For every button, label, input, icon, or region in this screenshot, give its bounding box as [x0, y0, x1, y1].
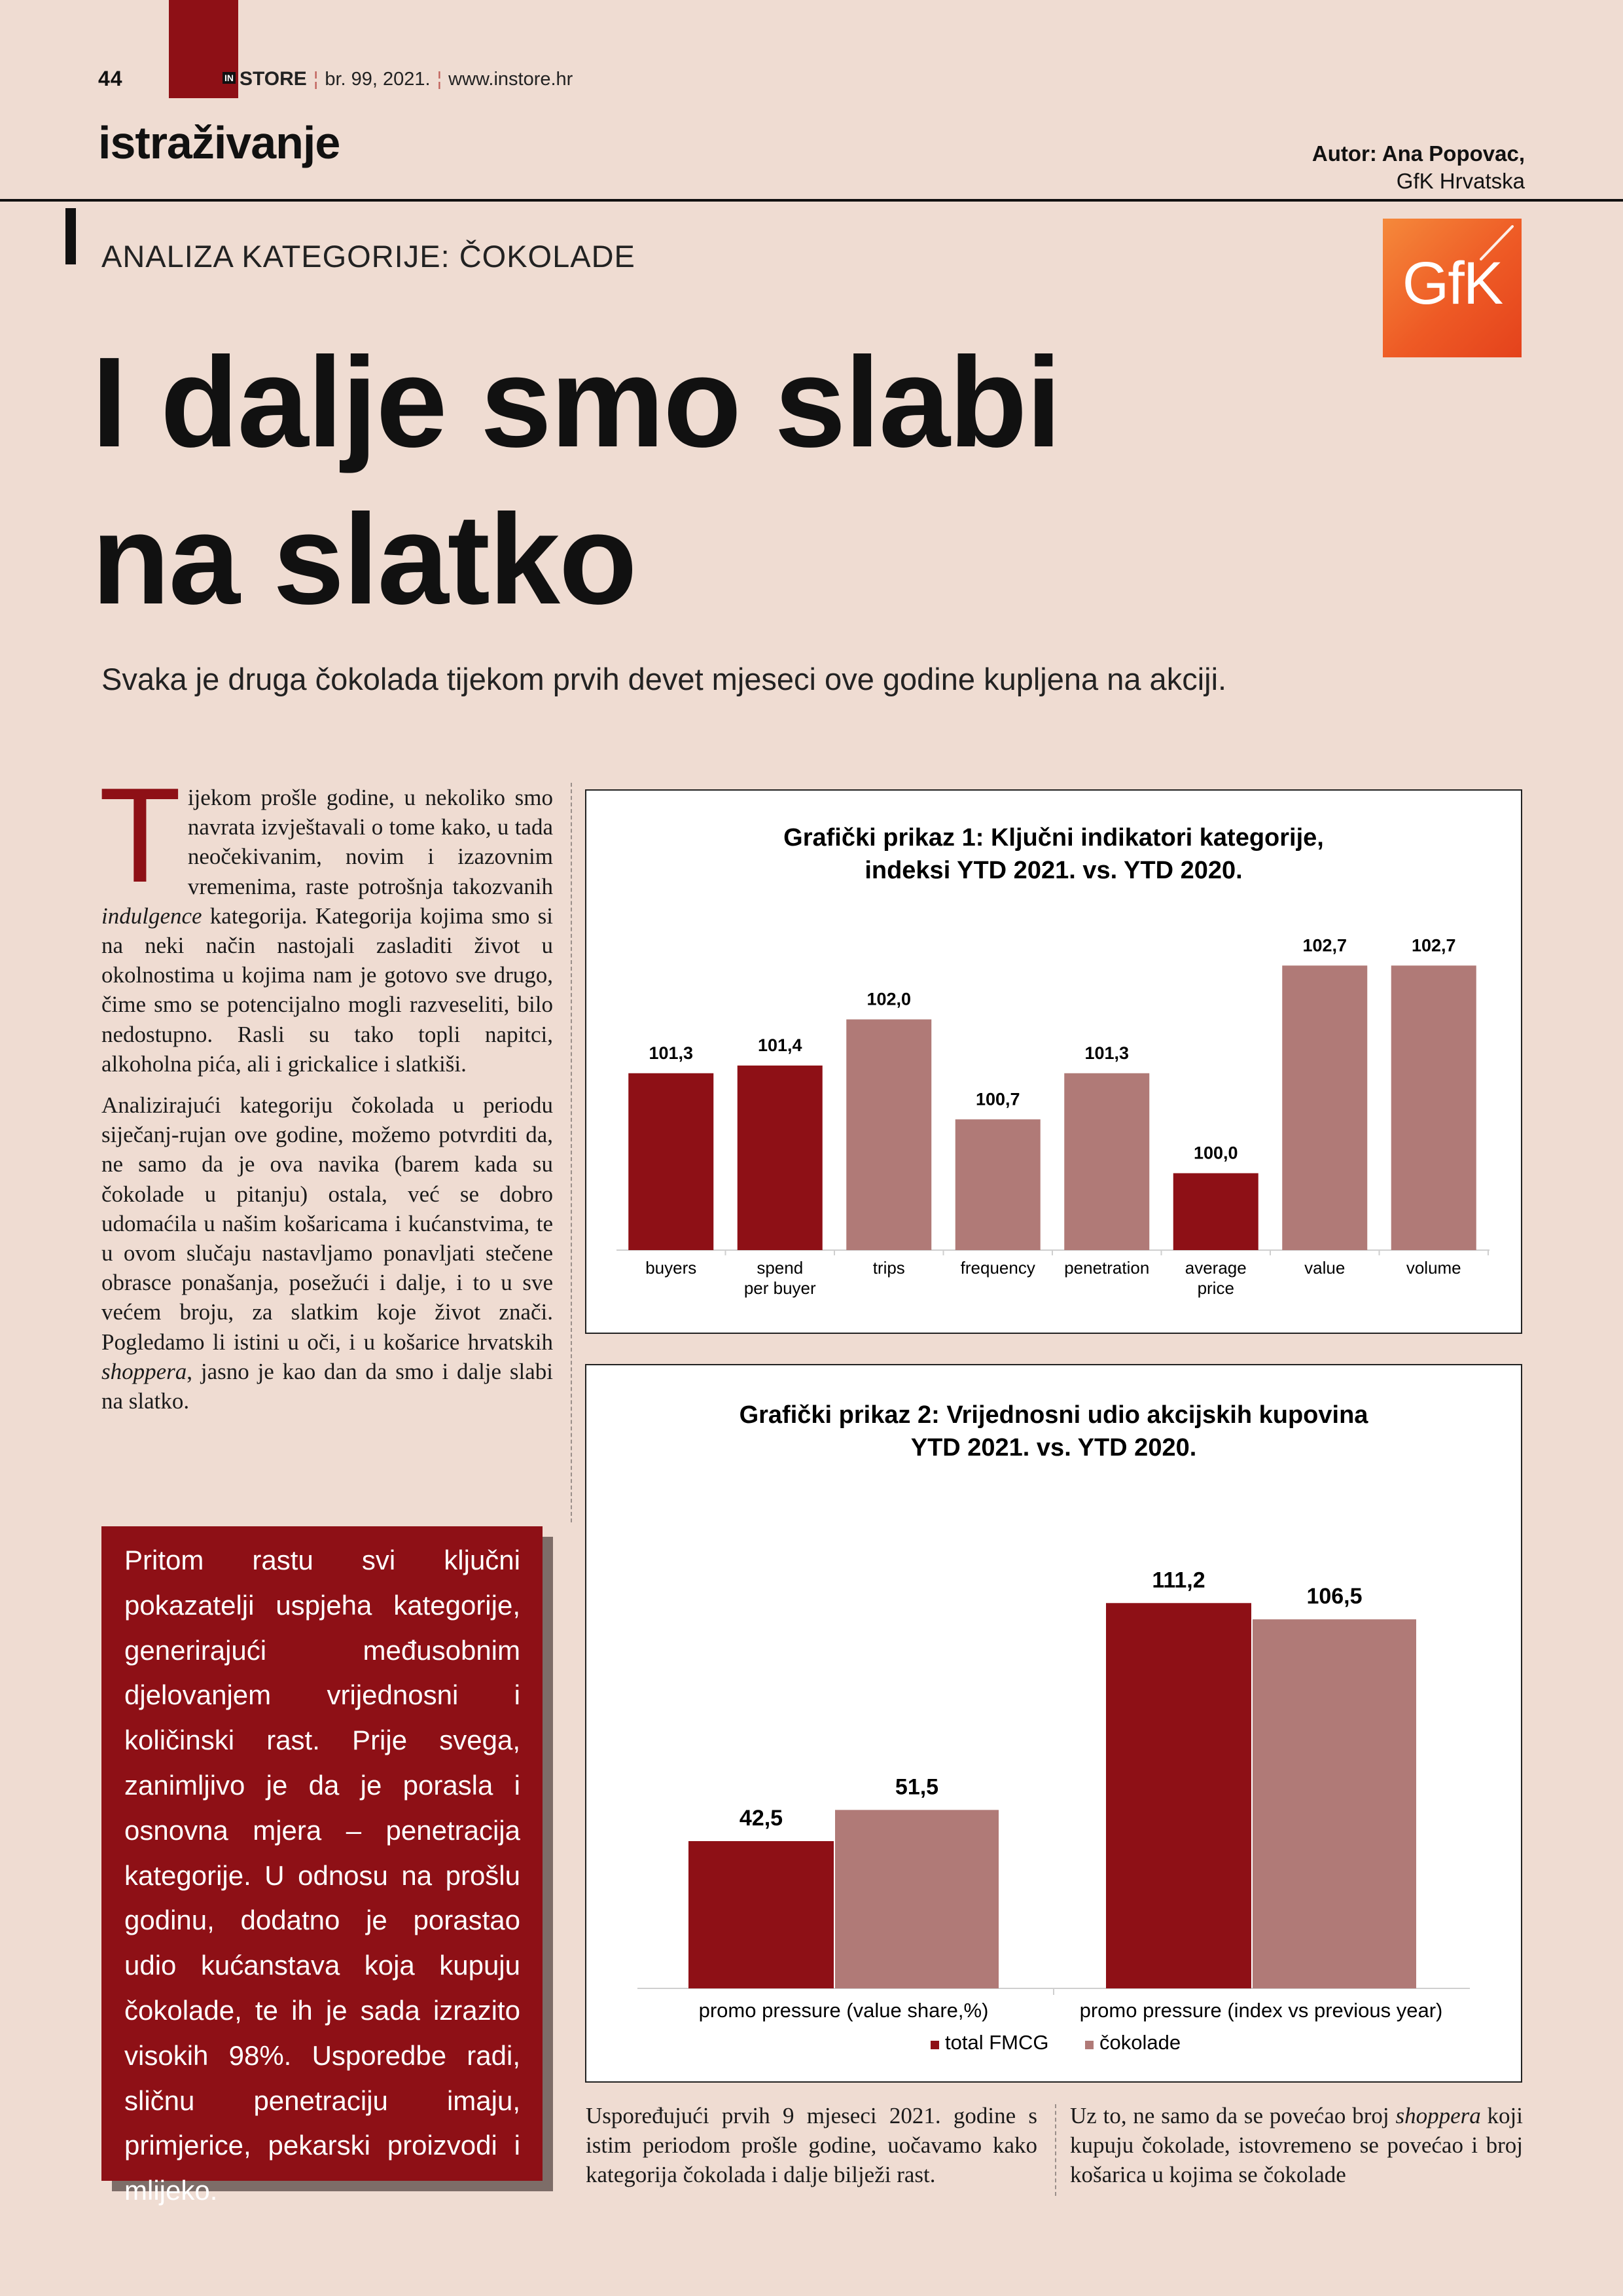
column-3-text-end: koji kupuju čokolade, istovremeno se povećao i broj košarica u kojima se čokolade — [1070, 2103, 1524, 2188]
chart-2-legend-label: čokolade — [1099, 2031, 1181, 2054]
column-divider — [571, 783, 572, 1522]
column-divider-bottom — [1055, 2104, 1056, 2196]
paragraph-2-text-end: , jasno je kao dan da smo i dalje slabi na slatko. — [101, 1358, 553, 1414]
drop-cap: T — [99, 760, 181, 910]
headline — [92, 324, 1060, 638]
website-url[interactable]: www.instore.hr — [448, 69, 573, 90]
chart-2-bar — [1253, 1619, 1416, 1988]
chart-1-value-label: 102,7 — [1302, 935, 1347, 956]
page-number: 44 — [98, 67, 123, 90]
chart-2-category-label: promo pressure (value share,%) — [698, 1999, 989, 2022]
kicker: ANALIZA KATEGORIJE: ČOKOLADE — [101, 239, 635, 274]
chart-2-legend-label: total FMCG — [945, 2031, 1049, 2054]
chart-1-category-label: average price — [1185, 1258, 1247, 1298]
paragraph-1 — [99, 760, 553, 1079]
chart-1-category-label: buyers — [645, 1258, 697, 1278]
paragraph-1-text-end: kategorija. Kategorija kojima smo si na neki način nastojali zasladiti život u okolnostima u kojima nam je gotovo sve drugo, čime smo se potencijalno mogli razveseliti, bilo nedostupno. Rasli su tako topli napitci, alkoholna pića, ali i grickalice i slatkiši. — [101, 903, 553, 1077]
chart-1-category-label: penetration — [1064, 1258, 1150, 1278]
brand-name: STORE — [240, 68, 307, 90]
column-3-emphasis: shoppera — [1395, 2103, 1481, 2128]
column-3-text: Uz to, ne samo da se povećao broj — [1070, 2103, 1396, 2128]
chart-2-value-label: 42,5 — [739, 1805, 783, 1831]
chart-1-bar — [1282, 965, 1367, 1250]
chart-1-category-label: volume — [1406, 1258, 1461, 1278]
author-name: Autor: Ana Popovac, — [1311, 141, 1525, 166]
chart-1-value-label: 101,4 — [757, 1035, 802, 1055]
chart-2-legend-swatch — [1085, 2041, 1094, 2049]
body-column-2: Uspoređujući prvih 9 mjeseci 2021. godine s istim periodom prošle godine, uočavamo kako kategorija čokolada i dalje bilježi rast. — [586, 2103, 1037, 2188]
lead-paragraph: Svaka je druga čokolada tijekom prvih devet mjeseci ove godine kupljena na akciji. — [101, 662, 1227, 696]
chart-2-bar — [835, 1810, 999, 1988]
gfk-logo-text: GfK — [1402, 250, 1503, 317]
headline-line-2: na slatko — [92, 488, 636, 631]
chart-1-category-label: frequency — [960, 1258, 1035, 1278]
chart-2 — [586, 1365, 1521, 2081]
chart-2-title: Grafički prikaz 2: Vrijednosni udio akcijskih kupovina — [739, 1401, 1368, 1429]
chart-1-value-label: 101,3 — [649, 1043, 694, 1063]
masthead-line: $^{IN}$ STORE ¦ br. 99, 2021. ¦ www.instore.hr — [223, 68, 573, 90]
chart-1-category-label: spend per buyer — [743, 1258, 816, 1298]
paragraph-1-text: ijekom prošle godine, u nekoliko smo navrata izvještavali o tome kako, u tada neočekivanim, novim i izazovnim vremenima, raste potrošnja takozvanih — [187, 785, 553, 899]
chart-1-value-label: 101,3 — [1084, 1043, 1130, 1063]
author-organization: GfK Hrvatska — [1396, 169, 1525, 193]
paragraph-2-emphasis: shoppera — [101, 1358, 187, 1384]
chart-2-category-label: promo pressure (index vs previous year) — [1079, 1999, 1443, 2022]
chart-1-bar — [1064, 1073, 1149, 1250]
chart-1-category-label: trips — [872, 1258, 905, 1278]
brand-small: IN — [223, 72, 236, 84]
chart-1-value-label: 100,0 — [1193, 1143, 1238, 1163]
author-block — [1312, 140, 1525, 195]
paragraph-2-text: Analizirajući kategoriju čokolada u periodu siječanj-rujan ove godine, možemo potvrditi da, ne samo da je ova navika (barem kada su čokolade u pitanju) ostala, već se dobro udomaćila u našim košaricama i kućanstvima, te u ovom slučaju nastavljamo ponavljati stečene obrasce ponašanja, posežući i dalje, i to u sve većem broju, za slatkim koje život znači. Pogledamo li istini u oči, i u košarice hrvatskih — [101, 1092, 553, 1355]
chart-2-bar — [688, 1841, 834, 1988]
chart-1 — [586, 791, 1521, 1333]
body-column-1 — [99, 760, 553, 1416]
gfk-logo — [1383, 219, 1522, 357]
chart-1-panel — [585, 789, 1522, 1334]
chart-2-bar — [1106, 1603, 1251, 1988]
chart-1-value-label: 102,0 — [866, 989, 912, 1009]
kicker-bar — [65, 208, 76, 264]
body-column-3 — [1070, 2101, 1523, 2190]
chart-1-subtitle: indeksi YTD 2021. vs. YTD 2020. — [865, 857, 1243, 884]
chart-1-bar — [738, 1066, 823, 1250]
paragraph-2 — [101, 1090, 553, 1416]
chart-2-panel — [585, 1364, 1522, 2083]
paragraph-1-emphasis: indulgence — [101, 903, 202, 929]
pullquote-text: Pritom rastu svi ključni pokazatelji uspjeha kategorije, generirajući međusobnim djelovanjem vrijednosni i količinski rast. Prije svega, zanimljivo je da je porasla i osnovna mjera – penetracija kategorije. U odnosu na prošlu godinu, dodatno je porastao udio kućanstava koja kupuju čokolade, te ih je sada izrazito visokih 98%. Usporedbe radi, sličnu penetraciju imaju, primjerice, pekarski proizvodi i mlijeko. — [124, 1545, 520, 2206]
chart-1-bar — [846, 1020, 931, 1251]
chart-2-value-label: 111,2 — [1152, 1568, 1205, 1593]
chart-1-title: Grafički prikaz 1: Ključni indikatori kategorije, — [783, 824, 1324, 852]
issue-info: br. 99, 2021. — [325, 69, 431, 90]
chart-1-bar — [1391, 965, 1476, 1250]
chart-1-bar — [955, 1119, 1041, 1250]
chart-2-value-label: 51,5 — [895, 1774, 939, 1800]
chart-1-category-label: value — [1304, 1258, 1346, 1278]
chart-1-value-label: 100,7 — [975, 1089, 1020, 1109]
headline-line-1: I dalje smo slabi — [92, 331, 1061, 474]
chart-2-subtitle: YTD 2021. vs. YTD 2020. — [910, 1434, 1197, 1462]
chart-2-legend-swatch — [931, 2041, 939, 2049]
chart-1-bar — [1173, 1174, 1258, 1251]
chart-2-value-label: 106,5 — [1306, 1584, 1363, 1609]
chart-1-bar — [628, 1073, 713, 1250]
header-rule — [0, 199, 1623, 202]
section-title: istraživanje — [98, 117, 340, 168]
chart-1-value-label: 102,7 — [1411, 935, 1456, 956]
